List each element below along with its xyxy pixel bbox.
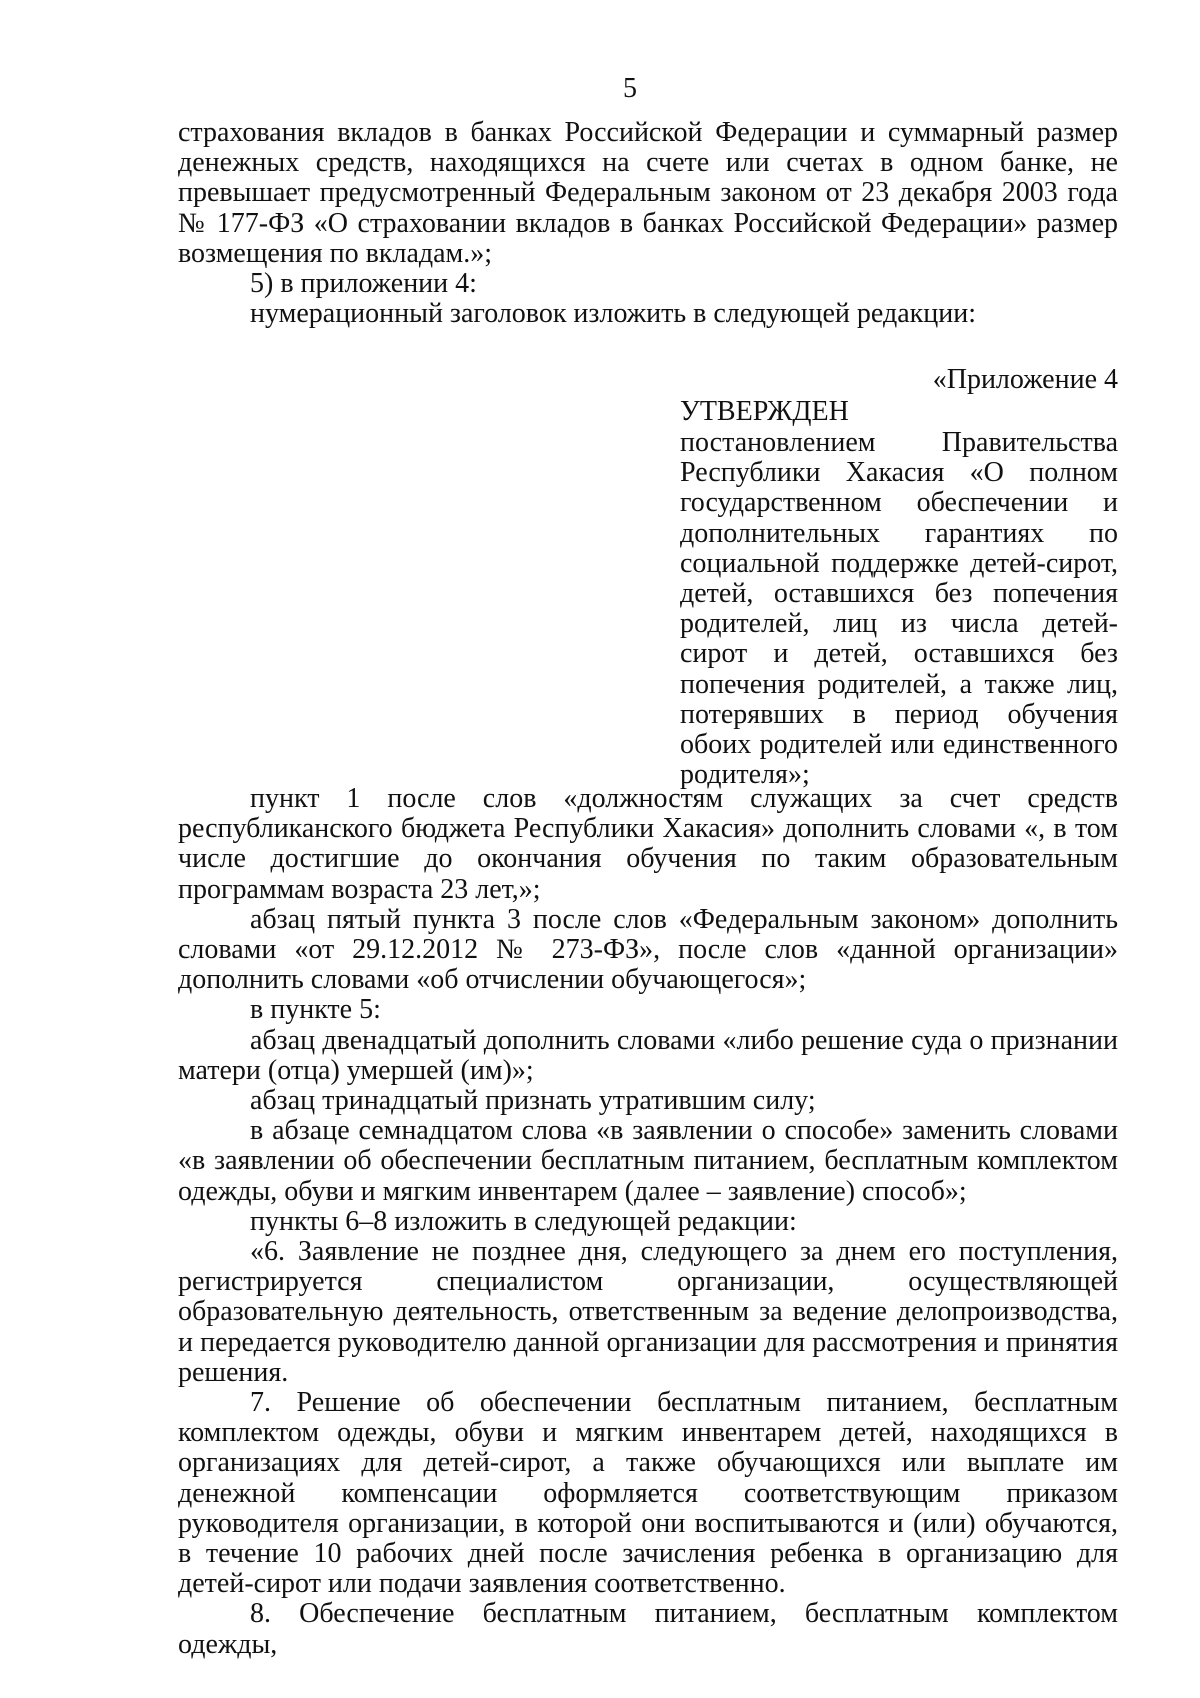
appendix-reference: «Приложение 4 — [932, 364, 1118, 395]
paragraph-point-6: «6. Заявление не позднее дня, следующего за днем его поступления, регистрируется специалистом организации, осуществляющей образовательную деятельность, ответственным за ведение делопроизводства, и передается руководителю данной организации для рассмотрения и принятия решения. — [178, 1236, 1118, 1388]
paragraph-heading-instruction: нумерационный заголовок изложить в следующей редакции: — [250, 298, 976, 330]
paragraph-abzac-17: в абзаце семнадцатом слова «в заявлении о способе» заменить словами «в заявлении об обеспечении бесплатным питанием, бесплатным комплектом одежды, обуви и мягким инвентарем (далее – заявление) способ»; — [178, 1115, 1118, 1207]
paragraph-point-5-intro: в пункте 5: — [250, 994, 381, 1026]
paragraph-point-3: абзац пятый пункта 3 после слов «Федеральным законом» дополнить словами «от 29.12.2012 № 273-ФЗ», после слов «данной организации» дополнить словами «об отчислении обучающегося»; — [178, 903, 1118, 996]
paragraph-point-1: пункт 1 после слов «должностям служащих за счет средств республиканского бюджета Республики Хакасия» дополнить словами «, в том числе достигшие до окончания обучения по таким образовательным программам возраста 23 лет,»; — [178, 783, 1118, 905]
paragraph-abzac-13: абзац тринадцатый признать утратившим силу; — [250, 1085, 816, 1117]
paragraph-points-6-8-intro: пункты 6–8 изложить в следующей редакции: — [250, 1205, 797, 1237]
page-number: 5 — [623, 73, 637, 104]
paragraph-abzac-12: абзац двенадцатый дополнить словами «либо решение суда о признании матери (отца) умершей (им)»; — [178, 1024, 1118, 1086]
paragraph-continuation: страхования вкладов в банках Российской Федерации и суммарный размер денежных средств, находящихся на счете или счетах в одном банке, не превышает предусмотренный Федеральным законом от 23 декабря 2003 года № 177-ФЗ «О страховании вкладов в банках Российской Федерации» размер возмещения по вкладам.»; — [178, 117, 1118, 269]
paragraph-point-8: 8. Обеспечение бесплатным питанием, бесплатным комплектом одежды, — [178, 1598, 1118, 1660]
paragraph-item-5: 5) в приложении 4: — [250, 268, 477, 300]
top-text-block — [178, 118, 1118, 329]
bottom-text-block — [178, 784, 1118, 1660]
approval-text: постановлением Правительства Республики Хакасия «О полном государственном обеспечении и дополнительных гарантиях по социальной поддержке детей-сирот, детей, оставшихся без попечения родителей, лиц из числа детей-сирот и детей, оставшихся без попечения родителей, а также лиц, потерявших в период обучения обоих родителей или единственного родителя»; — [680, 427, 1118, 791]
approved-stamp-word: УТВЕРЖДЕН — [680, 396, 849, 427]
paragraph-point-7: 7. Решение об обеспечении бесплатным питанием, бесплатным комплектом одежды, обуви и мягким инвентарем детей, находящихся в организациях для детей-сирот, а также обучающихся или выплате им денежной компенсации оформляется соответствующим приказом руководителя организации, в которой они воспитываются и (или) обучаются, в течение 10 рабочих дней после зачисления ребенка в организацию для детей-сирот или подачи заявления соответственно. — [178, 1387, 1118, 1600]
